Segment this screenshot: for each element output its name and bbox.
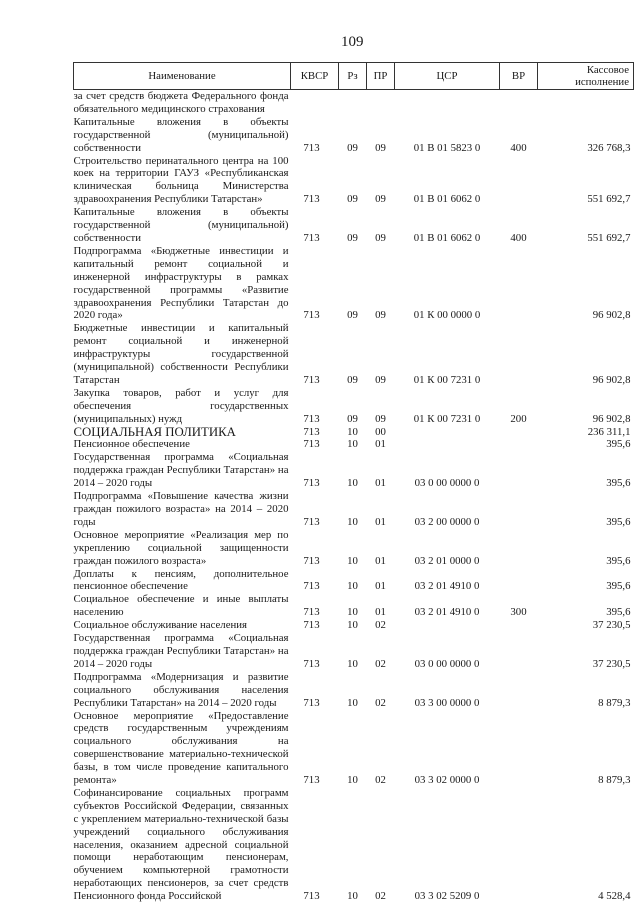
cell-kvsr: 713 xyxy=(303,657,320,670)
cell-name: Социальное обеспечение и иные выплаты населению xyxy=(73,593,289,619)
cell-name: Социальное обслуживание населения xyxy=(73,619,248,632)
cell-sum: 37 230,5 xyxy=(592,619,631,632)
cell-vr xyxy=(500,787,538,903)
cell-name: Основное мероприятие «Предоставление средств государственным учреждениям социального обслуживания на совершенствование материально-технической базы, в том числе проведение капитального ремонта» xyxy=(73,709,289,787)
cell-rz: 10 xyxy=(347,438,358,451)
cell-name: Подпрограмма «Бюджетные инвестиции и капитальный ремонт социальной и инженерной инфраструктуры в рамках государственной программы «Развитие здравоохранения Республики Татарстан до 2020 года» xyxy=(73,244,289,322)
cell-pr: 09 xyxy=(375,193,386,206)
cell-sum: 395,6 xyxy=(606,515,631,528)
table-row xyxy=(74,451,634,490)
cell-vr xyxy=(500,322,538,387)
table-row xyxy=(74,529,634,568)
cell-kvsr: 713 xyxy=(303,696,320,709)
cell-name: Основное мероприятие «Реализация мер по укреплению социальной защищенности граждан пожилого возраста» xyxy=(73,528,289,567)
cell-sum: 96 902,8 xyxy=(592,309,631,322)
cell-name: Строительство перинатального центра на 100 коек на территории ГАУЗ «Республиканская клиническая больница Министерства здравоохранения Республики Татарстан» xyxy=(73,154,289,206)
cell-rz: 10 xyxy=(347,425,358,438)
cell-sum: 236 311,1 xyxy=(587,425,631,438)
cell-sum: 4 528,4 xyxy=(598,890,631,903)
cell-pr: 02 xyxy=(375,696,386,709)
header-csr: ЦСР xyxy=(395,63,500,90)
cell-pr: 09 xyxy=(375,141,386,154)
cell-pr: 00 xyxy=(375,425,386,438)
table-row xyxy=(74,671,634,710)
cell-kvsr: 713 xyxy=(303,438,320,451)
cell-csr: 03 3 02 0000 0 xyxy=(414,774,480,787)
cell-rz: 09 xyxy=(347,193,358,206)
cell-csr: 01 К 00 7231 0 xyxy=(413,412,481,425)
cell-sum xyxy=(538,90,634,116)
cell-sum: 395,6 xyxy=(606,606,631,619)
cell-rz: 09 xyxy=(347,373,358,386)
table-row xyxy=(74,245,634,322)
table-row xyxy=(74,438,634,451)
cell-name: Государственная программа «Социальная поддержка граждан Республики Татарстан» на 2014 – 2020 годы xyxy=(73,451,289,490)
table-row xyxy=(74,426,634,439)
cell-pr: 09 xyxy=(375,231,386,244)
cell-kvsr: 713 xyxy=(303,554,320,567)
cell-rz: 09 xyxy=(347,309,358,322)
cell-vr: 400 xyxy=(510,141,527,154)
cell-vr xyxy=(500,632,538,671)
cell-sum: 395,6 xyxy=(606,554,631,567)
cell-vr xyxy=(500,710,538,787)
cell-name: Бюджетные инвестиции и капитальный ремонт социальной и инженерной инфраструктуры государственной (муниципальной) собственности Республики Татарстан xyxy=(73,322,289,386)
cell-kvsr: 713 xyxy=(303,412,320,425)
header-rz: Рз xyxy=(339,63,367,90)
cell-pr: 01 xyxy=(375,606,386,619)
cell-name: Капитальные вложения в объекты государственной (муниципальной) собственности xyxy=(73,115,289,154)
cell-kvsr: 713 xyxy=(303,193,320,206)
cell-rz: 10 xyxy=(347,554,358,567)
cell-kvsr: 713 xyxy=(303,580,320,593)
cell-csr: 01 К 00 7231 0 xyxy=(413,373,481,386)
cell-pr: 02 xyxy=(375,657,386,670)
cell-name: Подпрограмма «Повышение качества жизни граждан пожилого возраста» на 2014 – 2020 годы xyxy=(73,490,289,528)
table-row xyxy=(74,619,634,632)
table-row xyxy=(74,322,634,387)
cell-rz: 09 xyxy=(347,141,358,154)
cell-vr xyxy=(500,90,538,116)
cell-csr: 03 0 00 0000 0 xyxy=(414,477,480,490)
cell-kvsr: 713 xyxy=(303,425,320,438)
cell-pr: 02 xyxy=(375,890,386,903)
cell-rz: 10 xyxy=(347,515,358,528)
cell-sum: 96 902,8 xyxy=(592,373,631,386)
cell-pr xyxy=(367,90,395,116)
cell-kvsr: 713 xyxy=(303,619,320,632)
cell-vr xyxy=(500,619,538,632)
table-row xyxy=(74,632,634,671)
cell-vr xyxy=(500,438,538,451)
cell-kvsr: 713 xyxy=(303,373,320,386)
cell-sum: 551 692,7 xyxy=(587,231,631,244)
header-vr: ВР xyxy=(500,63,538,90)
cell-kvsr: 713 xyxy=(303,141,320,154)
cell-sum: 8 879,3 xyxy=(598,774,631,787)
cell-kvsr: 713 xyxy=(303,774,320,787)
cell-rz: 10 xyxy=(347,657,358,670)
table-row xyxy=(74,116,634,155)
cell-csr xyxy=(395,90,500,116)
cell-name: Капитальные вложения в объекты государственной (муниципальной) собственности xyxy=(73,206,289,244)
cell-rz: 10 xyxy=(347,890,358,903)
cell-pr: 01 xyxy=(375,515,386,528)
cell-kvsr: 713 xyxy=(303,606,320,619)
table-row xyxy=(74,490,634,529)
cell-rz: 09 xyxy=(347,412,358,425)
cell-sum: 8 879,3 xyxy=(598,696,631,709)
cell-vr: 300 xyxy=(510,606,527,619)
table-row xyxy=(74,568,634,594)
cell-csr: 01 В 01 6062 0 xyxy=(413,231,481,244)
table-row xyxy=(74,387,634,426)
cell-rz: 10 xyxy=(347,696,358,709)
table-row xyxy=(74,206,634,245)
cell-sum: 37 230,5 xyxy=(592,657,631,670)
cell-rz: 09 xyxy=(347,231,358,244)
cell-vr xyxy=(500,451,538,490)
table-row xyxy=(74,710,634,787)
cell-kvsr: 713 xyxy=(303,309,320,322)
cell-rz: 10 xyxy=(347,580,358,593)
cell-kvsr: 713 xyxy=(303,890,320,903)
cell-rz: 10 xyxy=(347,606,358,619)
budget-table xyxy=(73,62,634,903)
cell-kvsr: 713 xyxy=(303,477,320,490)
cell-csr: 03 3 00 0000 0 xyxy=(414,696,480,709)
table-row xyxy=(74,90,634,116)
cell-vr xyxy=(500,490,538,529)
cell-vr xyxy=(500,245,538,322)
cell-csr: 03 0 00 0000 0 xyxy=(414,657,480,670)
cell-pr: 09 xyxy=(375,309,386,322)
cell-pr: 09 xyxy=(375,373,386,386)
cell-sum: 551 692,7 xyxy=(587,193,631,206)
cell-pr: 01 xyxy=(375,438,386,451)
table-row xyxy=(74,155,634,207)
cell-name: Подпрограмма «Модернизация и развитие социального обслуживания населения Республики Татарстан» на 2014 – 2020 годы xyxy=(73,670,289,709)
cell-vr xyxy=(500,426,538,439)
cell-vr: 400 xyxy=(510,231,527,244)
cell-sum: 395,6 xyxy=(606,438,631,451)
cell-name: Пенсионное обеспечение xyxy=(73,438,190,451)
cell-rz: 10 xyxy=(347,477,358,490)
cell-name: Доплаты к пенсиям, дополнительное пенсионное обеспечение xyxy=(73,567,289,593)
cell-csr xyxy=(395,426,500,439)
cell-csr: 01 В 01 6062 0 xyxy=(413,193,481,206)
cell-csr: 01 К 00 0000 0 xyxy=(413,309,481,322)
cell-kvsr xyxy=(291,90,339,116)
header-kvsr: КВСР xyxy=(291,63,339,90)
cell-vr xyxy=(500,671,538,710)
cell-sum: 395,6 xyxy=(606,580,631,593)
cell-pr: 01 xyxy=(375,477,386,490)
cell-name: Государственная программа «Социальная поддержка граждан Республики Татарстан» на 2014 – 2020 годы xyxy=(73,632,289,670)
cell-vr: 200 xyxy=(510,412,527,425)
header-name: Наименование xyxy=(74,63,291,90)
cell-sum: 326 768,3 xyxy=(587,141,631,154)
cell-kvsr: 713 xyxy=(303,231,320,244)
cell-kvsr: 713 xyxy=(303,515,320,528)
cell-csr: 03 2 00 0000 0 xyxy=(414,515,480,528)
cell-vr xyxy=(500,529,538,568)
cell-vr xyxy=(500,568,538,594)
cell-sum: 96 902,8 xyxy=(592,412,631,425)
table-row xyxy=(74,787,634,903)
cell-csr: 03 2 01 4910 0 xyxy=(414,580,480,593)
cell-csr xyxy=(395,438,500,451)
cell-rz: 10 xyxy=(347,774,358,787)
cell-name: Софинансирование социальных программ субъектов Российской Федерации, связанных с укреплением материально-технической базы учреждений социального обслуживания населения, оказанием адресной социальной помощи неработающим пенсионерам, обучением компьютерной грамотности неработающих пенсионеров, за счет средств Пенсионного фонда Российской xyxy=(73,786,289,903)
page-number: 109 xyxy=(341,34,364,50)
header-pr: ПР xyxy=(367,63,395,90)
cell-vr xyxy=(500,155,538,207)
cell-csr: 01 В 01 5823 0 xyxy=(413,141,481,154)
cell-name: СОЦИАЛЬНАЯ ПОЛИТИКА xyxy=(73,424,236,439)
cell-pr: 09 xyxy=(375,412,386,425)
cell-pr: 01 xyxy=(375,580,386,593)
cell-sum: 395,6 xyxy=(606,477,631,490)
cell-pr: 02 xyxy=(375,619,386,632)
cell-csr: 03 2 01 4910 0 xyxy=(414,606,480,619)
cell-name: за счет средств бюджета Федерального фонда обязательного медицинского страхования xyxy=(73,90,289,115)
table-row xyxy=(74,593,634,619)
cell-name: Закупка товаров, работ и услуг для обеспечения государственных (муниципальных) нужд xyxy=(73,386,289,425)
cell-rz: 10 xyxy=(347,619,358,632)
table-header-row xyxy=(74,63,634,90)
cell-csr: 03 2 01 0000 0 xyxy=(414,554,480,567)
cell-pr: 01 xyxy=(375,554,386,567)
cell-csr: 03 3 02 5209 0 xyxy=(414,890,480,903)
cell-pr: 02 xyxy=(375,774,386,787)
header-sum: Кассовое исполнение xyxy=(538,63,634,90)
cell-rz xyxy=(339,90,367,116)
cell-csr xyxy=(395,619,500,632)
